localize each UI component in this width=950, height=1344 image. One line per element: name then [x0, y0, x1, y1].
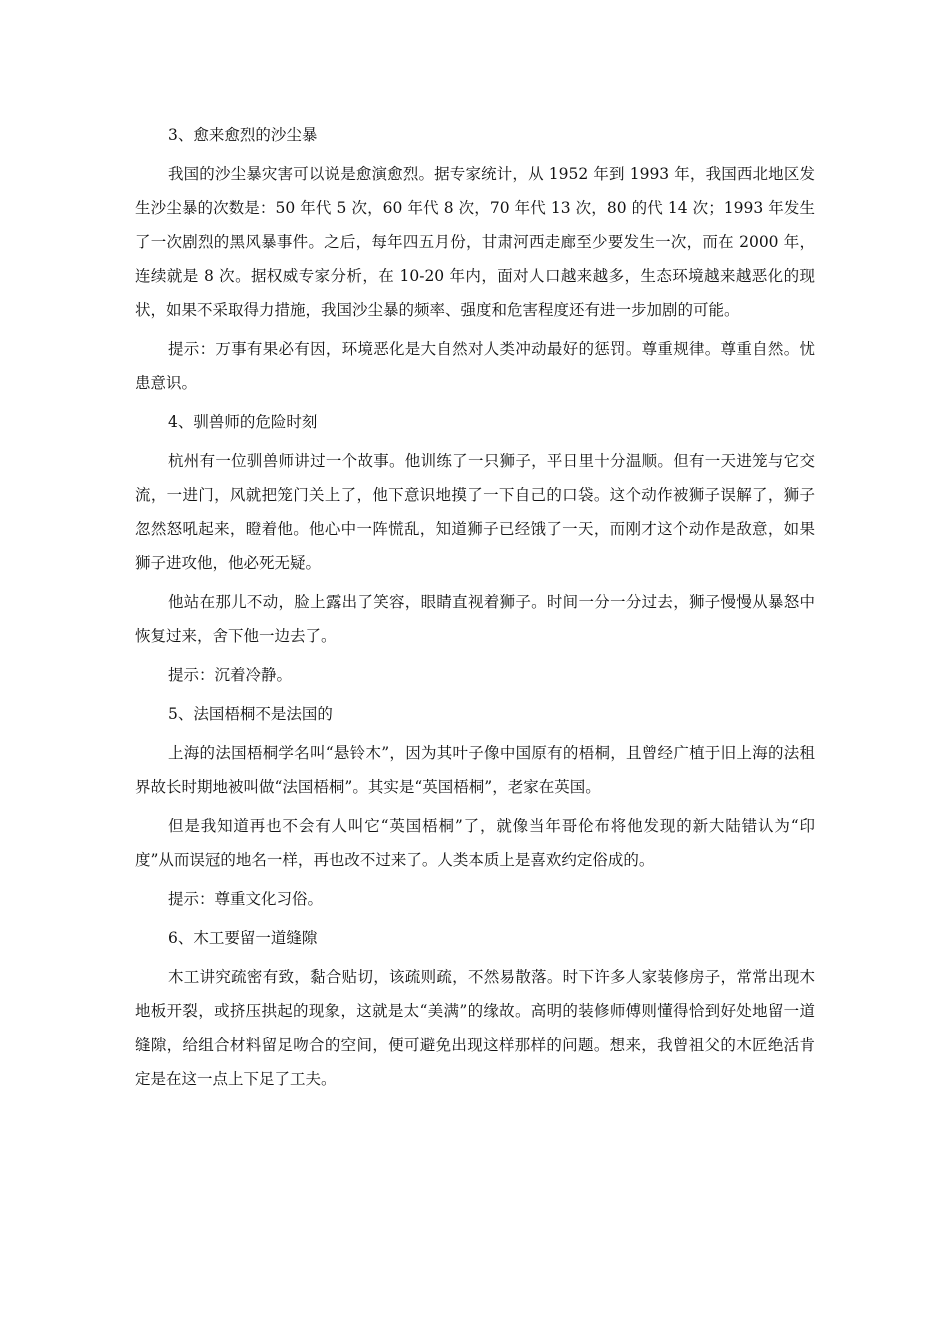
paragraph: 但是我知道再也不会有人叫它“英国梧桐”了，就像当年哥伦布将他发现的新大陆错认为“印度”从而误冠的地名一样，再也改不过来了。人类本质上是喜欢约定俗成的。: [135, 817, 815, 869]
paragraph: 杭州有一位驯兽师讲过一个故事。他训练了一只狮子，平日里十分温顺。但有一天进笼与它交流，一进门，风就把笼门关上了，他下意识地摸了一下自己的口袋。这个动作被狮子误解了，狮子忽然怒吼起来，瞪着他。他心中一阵慌乱，知道狮子已经饿了一天，而刚才这个动作是敌意，如果狮子进攻他，他必死无疑。: [135, 452, 815, 572]
section-heading: 6、木工要留一道缝隙: [168, 929, 318, 947]
hint-paragraph: 提示：万事有果必有因，环境恶化是大自然对人类冲动最好的惩罚。尊重规律。尊重自然。忧患意识。: [135, 340, 815, 392]
hint-paragraph: 提示：沉着冷静。: [168, 666, 293, 684]
paragraph: 他站在那儿不动，脸上露出了笑容，眼睛直视着狮子。时间一分一分过去，狮子慢慢从暴怒中恢复过来，舍下他一边去了。: [135, 593, 815, 645]
paragraph: 我国的沙尘暴灾害可以说是愈演愈烈。据专家统计，从 1952 年到 1993 年，我国西北地区发生沙尘暴的次数是：50 年代 5 次，60 年代 8 次，70 年代 13 次，80 的代 14 次；1993 年发生了一次剧烈的黑风暴事件。之后，每年四五月份，甘肃河西走廊至少要发生一次，而在 2000 年，连续就是 8 次。据权威专家分析，在 10-20 年内，面对人口越来越多，生态环境越来越恶化的现状，如果不采取得力措施，我国沙尘暴的频率、强度和危害程度还有进一步加剧的可能。: [135, 165, 815, 319]
document-page: [135, 118, 815, 1101]
section-heading: 4、驯兽师的危险时刻: [168, 413, 318, 431]
section-heading: 3、愈来愈烈的沙尘暴: [168, 126, 318, 144]
hint-paragraph: 提示：尊重文化习俗。: [168, 890, 324, 908]
section-heading: 5、法国梧桐不是法国的: [168, 705, 333, 723]
paragraph: 木工讲究疏密有致，黏合贴切，该疏则疏，不然易散落。时下许多人家装修房子，常常出现木地板开裂，或挤压拱起的现象，这就是太“美满”的缘故。高明的装修师傅则懂得恰到好处地留一道缝隙，给组合材料留足吻合的空间，便可避免出现这样那样的问题。想来，我曾祖父的木匠绝活肯定是在这一点上下足了工夫。: [135, 968, 815, 1088]
paragraph: 上海的法国梧桐学名叫“悬铃木”，因为其叶子像中国原有的梧桐，且曾经广植于旧上海的法租界故长时期地被叫做“法国梧桐”。其实是“英国梧桐”，老家在英国。: [135, 744, 815, 796]
